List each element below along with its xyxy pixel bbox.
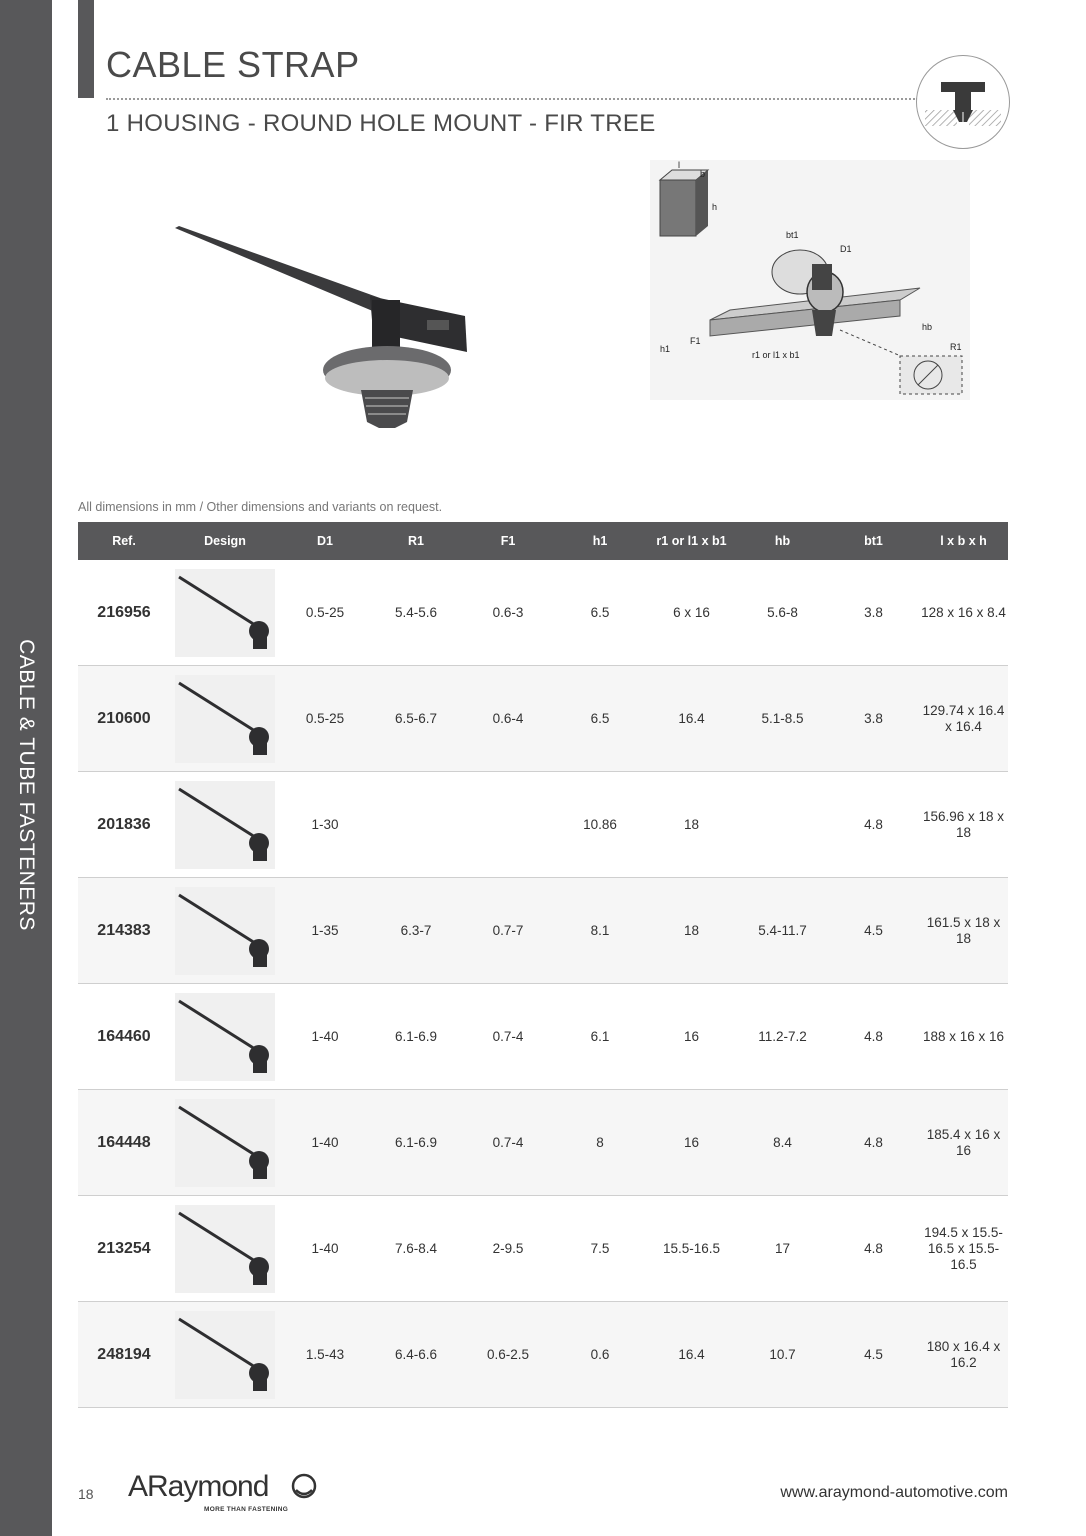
hb-cell <box>737 772 828 878</box>
bt1-cell: 3.8 <box>828 666 919 772</box>
r1-cell: 6.5-6.7 <box>370 666 462 772</box>
bt1-cell: 3.8 <box>828 560 919 666</box>
lbh-cell: 194.5 x 15.5-16.5 x 15.5-16.5 <box>919 1196 1008 1302</box>
r1l1b1-cell: 16 <box>646 1090 737 1196</box>
cable-strap-thumbnail <box>175 675 275 763</box>
h1-cell: 6.5 <box>554 560 646 666</box>
r1l1b1-cell: 16.4 <box>646 666 737 772</box>
h1-cell: 6.1 <box>554 984 646 1090</box>
r1-cell: 7.6-8.4 <box>370 1196 462 1302</box>
ref-cell: 216956 <box>78 560 170 666</box>
r1l1b1-cell: 18 <box>646 878 737 984</box>
ref-cell: 164460 <box>78 984 170 1090</box>
f1-cell: 0.7-4 <box>462 984 554 1090</box>
f1-cell: 2-9.5 <box>462 1196 554 1302</box>
bt1-cell: 4.8 <box>828 1196 919 1302</box>
cable-strap-thumbnail <box>175 569 275 657</box>
design-cell <box>170 984 280 1090</box>
araymond-logo <box>128 1470 328 1518</box>
ref-cell: 164448 <box>78 1090 170 1196</box>
table-row <box>78 666 1008 772</box>
diagram-label-hb: hb <box>922 322 933 332</box>
r1-cell: 6.4-6.6 <box>370 1302 462 1408</box>
d1-cell: 1.5-43 <box>280 1302 370 1408</box>
spec-table <box>78 522 1008 1408</box>
bt1-cell: 4.5 <box>828 1302 919 1408</box>
sidebar <box>0 0 52 1536</box>
cable-strap-thumbnail <box>175 1205 275 1293</box>
r1l1b1-cell: 16 <box>646 984 737 1090</box>
h1-cell: 8.1 <box>554 878 646 984</box>
table-row <box>78 878 1008 984</box>
lbh-cell: 156.96 x 18 x 18 <box>919 772 1008 878</box>
lbh-cell: 129.74 x 16.4 x 16.4 <box>919 666 1008 772</box>
h1-cell: 0.6 <box>554 1302 646 1408</box>
d1-cell: 1-30 <box>280 772 370 878</box>
f1-cell: 0.6-3 <box>462 560 554 666</box>
col-header-r1-or-l1-x-b1: r1 or l1 x b1 <box>646 522 737 560</box>
logo-wordmark: ARaymond <box>128 1470 269 1503</box>
lbh-cell: 188 x 16 x 16 <box>919 984 1008 1090</box>
sidebar-label: CABLE & TUBE FASTENERS <box>15 639 38 931</box>
col-header-bt1: bt1 <box>828 522 919 560</box>
table-row <box>78 984 1008 1090</box>
ref-cell: 201836 <box>78 772 170 878</box>
cable-strap-thumbnail <box>175 887 275 975</box>
d1-cell: 1-40 <box>280 984 370 1090</box>
diagram-label-d1: D1 <box>840 244 852 254</box>
lbh-cell: 128 x 16 x 8.4 <box>919 560 1008 666</box>
f1-cell <box>462 772 554 878</box>
hb-cell: 5.1-8.5 <box>737 666 828 772</box>
f1-cell: 0.7-7 <box>462 878 554 984</box>
f1-cell: 0.6-2.5 <box>462 1302 554 1408</box>
col-header-h1: h1 <box>554 522 646 560</box>
design-cell <box>170 1302 280 1408</box>
r1l1b1-cell: 16.4 <box>646 1302 737 1408</box>
r1-cell: 6.1-6.9 <box>370 984 462 1090</box>
ref-cell: 214383 <box>78 878 170 984</box>
r1-cell <box>370 772 462 878</box>
col-header-f1: F1 <box>462 522 554 560</box>
lbh-cell: 185.4 x 16 x 16 <box>919 1090 1008 1196</box>
cable-strap-thumbnail <box>175 1311 275 1399</box>
table-header-row <box>78 522 1008 560</box>
ref-cell: 210600 <box>78 666 170 772</box>
hb-cell: 10.7 <box>737 1302 828 1408</box>
bt1-cell: 4.5 <box>828 878 919 984</box>
r1-cell: 6.3-7 <box>370 878 462 984</box>
design-cell <box>170 772 280 878</box>
d1-cell: 1-40 <box>280 1090 370 1196</box>
page-number: 18 <box>78 1486 94 1502</box>
r1l1b1-cell: 6 x 16 <box>646 560 737 666</box>
d1-cell: 1-40 <box>280 1196 370 1302</box>
round-hole-mount-icon <box>916 55 1010 149</box>
diagram-label-f1: F1 <box>690 336 701 346</box>
diagram-label-h1: h1 <box>660 344 671 354</box>
diagram-label-r1: R1 <box>950 342 962 352</box>
cable-strap-thumbnail <box>175 1099 275 1187</box>
f1-cell: 0.6-4 <box>462 666 554 772</box>
page-subtitle: 1 HOUSING - ROUND HOLE MOUNT - FIR TREE <box>106 110 656 137</box>
design-cell <box>170 1196 280 1302</box>
bt1-cell: 4.8 <box>828 1090 919 1196</box>
logo-tagline: MORE THAN FASTENING <box>204 1506 289 1513</box>
table-row <box>78 1090 1008 1196</box>
col-header-r1: R1 <box>370 522 462 560</box>
cable-strap-thumbnail <box>175 993 275 1081</box>
title-accent-bar <box>78 0 94 98</box>
logo-mark-icon <box>290 1472 318 1500</box>
design-cell <box>170 1090 280 1196</box>
col-header-hb: hb <box>737 522 828 560</box>
hb-cell: 8.4 <box>737 1090 828 1196</box>
r1l1b1-cell: 18 <box>646 772 737 878</box>
table-row <box>78 1196 1008 1302</box>
col-header-d1: D1 <box>280 522 370 560</box>
d1-cell: 0.5-25 <box>280 560 370 666</box>
design-cell <box>170 666 280 772</box>
r1-cell: 5.4-5.6 <box>370 560 462 666</box>
dimensions-note: All dimensions in mm / Other dimensions and variants on request. <box>78 500 443 514</box>
diagram-label-l: l <box>678 160 680 170</box>
website-link[interactable]: www.araymond-automotive.com <box>780 1484 1008 1501</box>
dimension-diagram <box>650 160 970 400</box>
r1l1b1-cell: 15.5-16.5 <box>646 1196 737 1302</box>
diagram-label-h: h <box>712 202 718 212</box>
bt1-cell: 4.8 <box>828 984 919 1090</box>
page-title: CABLE STRAP <box>106 44 360 85</box>
f1-cell: 0.7-4 <box>462 1090 554 1196</box>
table-row <box>78 560 1008 666</box>
design-cell <box>170 560 280 666</box>
diagram-label-r1l1b1: r1 or l1 x b1 <box>752 350 800 360</box>
product-image <box>165 200 485 440</box>
ref-cell: 213254 <box>78 1196 170 1302</box>
cable-strap-thumbnail <box>175 781 275 869</box>
h1-cell: 10.86 <box>554 772 646 878</box>
lbh-cell: 161.5 x 18 x 18 <box>919 878 1008 984</box>
bt1-cell: 4.8 <box>828 772 919 878</box>
h1-cell: 7.5 <box>554 1196 646 1302</box>
lbh-cell: 180 x 16.4 x 16.2 <box>919 1302 1008 1408</box>
ref-cell: 248194 <box>78 1302 170 1408</box>
diagram-label-b: b <box>700 169 706 179</box>
h1-cell: 6.5 <box>554 666 646 772</box>
hb-cell: 5.6-8 <box>737 560 828 666</box>
col-header-ref: Ref. <box>78 522 170 560</box>
d1-cell: 1-35 <box>280 878 370 984</box>
d1-cell: 0.5-25 <box>280 666 370 772</box>
hb-cell: 5.4-11.7 <box>737 878 828 984</box>
table-row <box>78 772 1008 878</box>
diagram-label-bt1: bt1 <box>786 230 799 240</box>
title-divider <box>106 98 918 100</box>
table-row <box>78 1302 1008 1408</box>
r1-cell: 6.1-6.9 <box>370 1090 462 1196</box>
design-cell <box>170 878 280 984</box>
col-header-design: Design <box>170 522 280 560</box>
hb-cell: 17 <box>737 1196 828 1302</box>
hb-cell: 11.2-7.2 <box>737 984 828 1090</box>
col-header-lxbxh: l x b x h <box>919 522 1008 560</box>
h1-cell: 8 <box>554 1090 646 1196</box>
